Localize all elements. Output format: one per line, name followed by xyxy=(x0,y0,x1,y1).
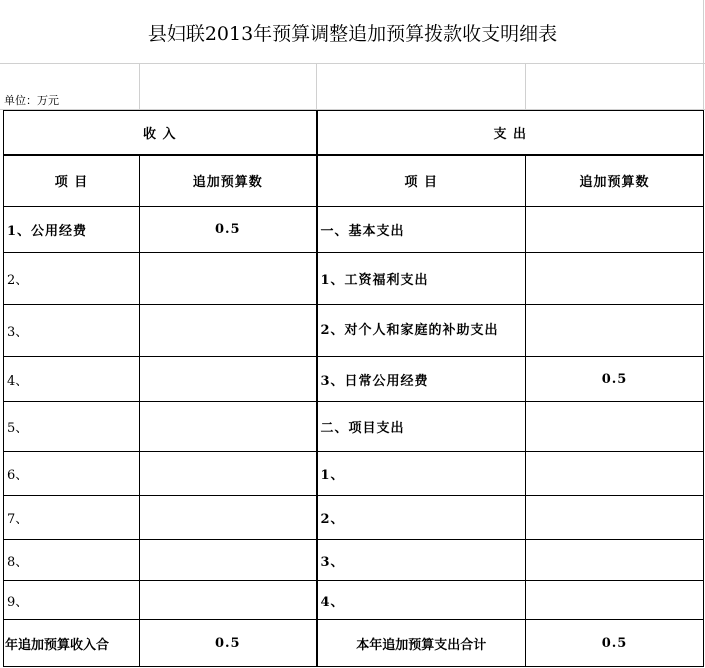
expense-amount-cell[interactable] xyxy=(526,402,704,452)
expense-amount-cell[interactable] xyxy=(526,305,704,357)
income-item-cell[interactable]: 8、 xyxy=(4,540,140,581)
expense-item-header[interactable]: 项 目 xyxy=(317,155,526,207)
income-amount-cell[interactable]: 0.5 xyxy=(140,207,317,253)
sheet-title[interactable]: 县妇联2013年预算调整追加预算拨款收支明细表 xyxy=(147,22,558,45)
income-amount-cell[interactable] xyxy=(140,581,317,620)
income-amount-cell[interactable] xyxy=(140,253,317,305)
expense-amount-cell[interactable]: 0.5 xyxy=(526,357,704,402)
expense-amount-cell[interactable] xyxy=(526,452,704,496)
table-row xyxy=(4,540,704,581)
expense-item-cell[interactable]: 3、 xyxy=(317,540,526,581)
income-item-cell[interactable]: 1、公用经费 xyxy=(4,207,140,253)
income-amount-header[interactable]: 追加预算数 xyxy=(140,155,317,207)
income-total-amount[interactable]: 0.5 xyxy=(140,620,317,667)
income-amount-cell[interactable] xyxy=(140,357,317,402)
expense-amount-cell[interactable] xyxy=(526,253,704,305)
income-item-cell[interactable]: 2、 xyxy=(4,253,140,305)
table-row xyxy=(4,496,704,540)
grid-line xyxy=(316,64,317,110)
expense-amount-cell[interactable] xyxy=(526,207,704,253)
income-item-cell[interactable]: 7、 xyxy=(4,496,140,540)
unit-label[interactable]: 单位：万元 xyxy=(4,94,59,107)
income-amount-cell[interactable] xyxy=(140,452,317,496)
table-row xyxy=(4,253,704,305)
table-row xyxy=(4,452,704,496)
group-header-row xyxy=(4,111,704,155)
expense-item-cell[interactable]: 4、 xyxy=(317,581,526,620)
income-item-cell[interactable]: 4、 xyxy=(4,357,140,402)
income-item-cell[interactable]: 9、 xyxy=(4,581,140,620)
expense-total-amount[interactable]: 0.5 xyxy=(526,620,704,667)
income-item-header[interactable]: 项 目 xyxy=(4,155,140,207)
expense-amount-cell[interactable] xyxy=(526,540,704,581)
income-item-cell[interactable]: 3、 xyxy=(4,305,140,357)
totals-row xyxy=(4,620,704,667)
expense-item-cell[interactable]: 1、 xyxy=(317,452,526,496)
table-row xyxy=(4,581,704,620)
expense-amount-header[interactable]: 追加预算数 xyxy=(526,155,704,207)
table-row xyxy=(4,305,704,357)
grid-line xyxy=(525,64,526,110)
expense-item-cell[interactable]: 3、日常公用经费 xyxy=(317,357,526,402)
income-total-label[interactable]: 年追加预算收入合 xyxy=(4,620,140,667)
grid-line xyxy=(139,64,140,110)
expense-item-cell[interactable]: 二、项目支出 xyxy=(317,402,526,452)
income-group-header[interactable]: 收 入 xyxy=(4,111,317,155)
expense-group-header[interactable]: 支 出 xyxy=(317,111,704,155)
expense-item-cell[interactable]: 一、基本支出 xyxy=(317,207,526,253)
income-amount-cell[interactable] xyxy=(140,305,317,357)
budget-table xyxy=(3,110,704,667)
income-amount-cell[interactable] xyxy=(140,402,317,452)
expense-item-cell[interactable]: 2、对个人和家庭的补助支出 xyxy=(317,305,526,357)
column-header-row xyxy=(4,155,704,207)
income-item-cell[interactable]: 6、 xyxy=(4,452,140,496)
table-row xyxy=(4,402,704,452)
income-amount-cell[interactable] xyxy=(140,540,317,581)
expense-amount-cell[interactable] xyxy=(526,581,704,620)
expense-item-cell[interactable]: 2、 xyxy=(317,496,526,540)
income-item-cell[interactable]: 5、 xyxy=(4,402,140,452)
income-amount-cell[interactable] xyxy=(140,496,317,540)
expense-total-label[interactable]: 本年追加预算支出合计 xyxy=(317,620,526,667)
expense-amount-cell[interactable] xyxy=(526,496,704,540)
table-row xyxy=(4,207,704,253)
table-row xyxy=(4,357,704,402)
expense-item-cell[interactable]: 1、工资福利支出 xyxy=(317,253,526,305)
